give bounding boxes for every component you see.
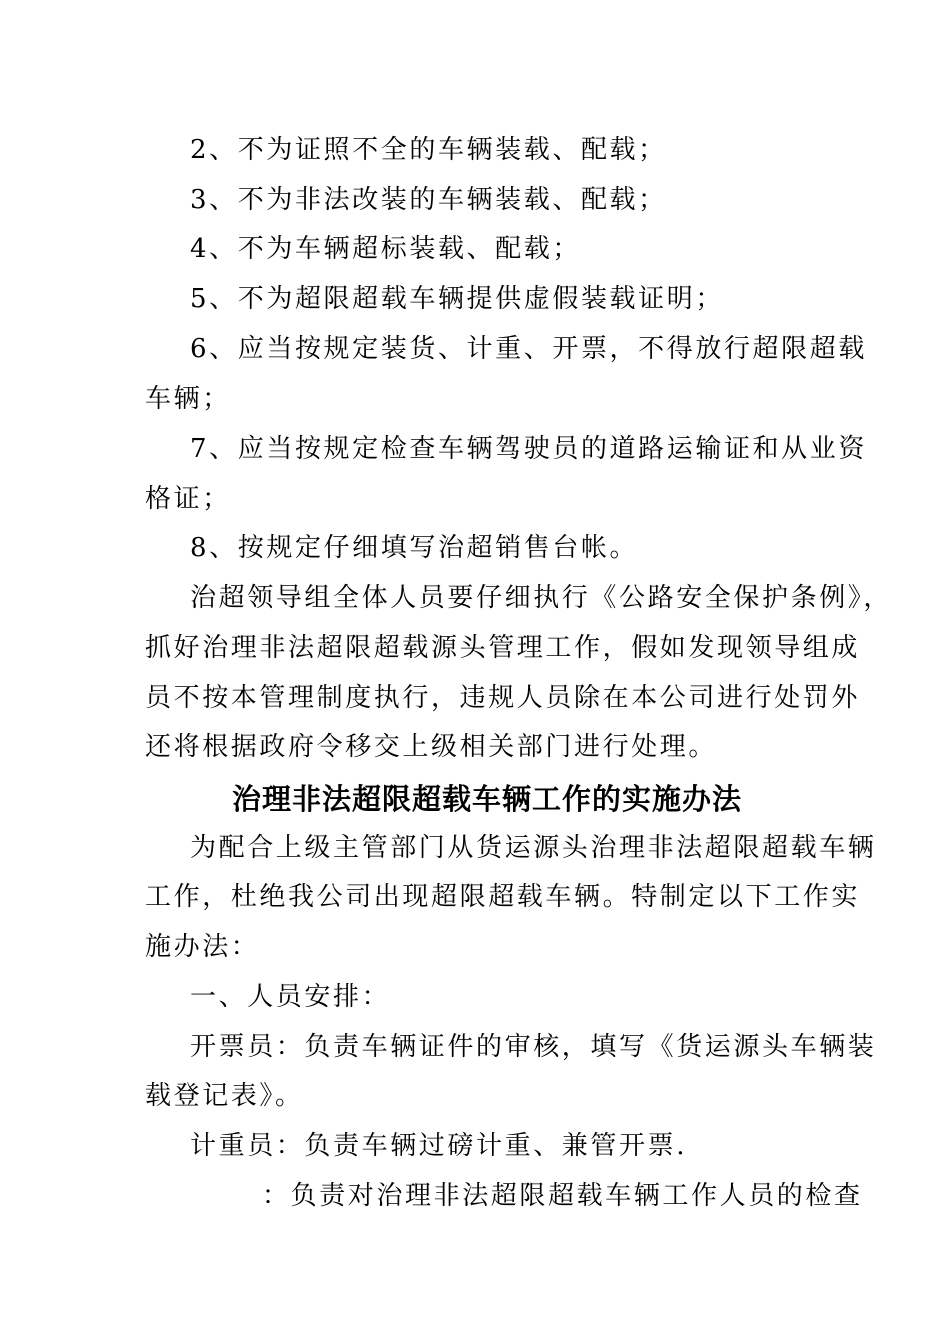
list-item: 5、不为超限超载车辆提供虚假装载证明；	[190, 284, 724, 314]
list-item-6-line2: 车辆；	[145, 384, 231, 414]
inspector-line: ：负责对治理非法超限超载车辆工作人员的检查	[262, 1181, 863, 1211]
ticket-clerk-line1: 开票员：负责车辆证件的审核，填写《货运源头车辆装	[190, 1032, 877, 1062]
weigher-line: 计重员：负责车辆过磅计重、兼管开票.	[190, 1131, 688, 1161]
list-item-8: 8、按规定仔细填写治超销售台帐。	[190, 533, 639, 563]
intro-paragraph-line2: 工作，杜绝我公司出现超限超载车辆。特制定以下工作实	[145, 882, 861, 912]
section-title: 治理非法超限超载车辆工作的实施办法	[232, 782, 743, 816]
intro-paragraph-line3: 施办法：	[145, 932, 260, 962]
list-item: 3、不为非法改装的车辆装载、配载；	[190, 185, 667, 215]
closing-paragraph-line1: 治超领导组全体人员要仔细执行《公路安全保护条例》，	[190, 583, 893, 613]
list-item: 4、不为车辆超标装载、配载；	[190, 234, 581, 264]
staffing-heading: 一、人员安排：	[190, 982, 391, 1012]
list-item: 2、不为证照不全的车辆装载、配载；	[190, 135, 667, 165]
ticket-clerk-line2: 载登记表》。	[145, 1081, 304, 1111]
intro-paragraph-line1: 为配合上级主管部门从货运源头治理非法超限超载车辆	[190, 833, 877, 863]
list-item-6-line1: 6、应当按规定装货、计重、开票，不得放行超限超载	[190, 334, 867, 364]
closing-paragraph-line4: 还将根据政府令移交上级相关部门进行处理。	[145, 732, 718, 762]
closing-paragraph-line3: 员不按本管理制度执行，违规人员除在本公司进行处罚外	[145, 683, 861, 713]
closing-paragraph-line2: 抓好治理非法超限超载源头管理工作，假如发现领导组成	[145, 633, 861, 663]
list-item-7-line1: 7、应当按规定检查车辆驾驶员的道路运输证和从业资	[190, 434, 867, 464]
list-item-7-line2: 格证；	[145, 484, 231, 514]
